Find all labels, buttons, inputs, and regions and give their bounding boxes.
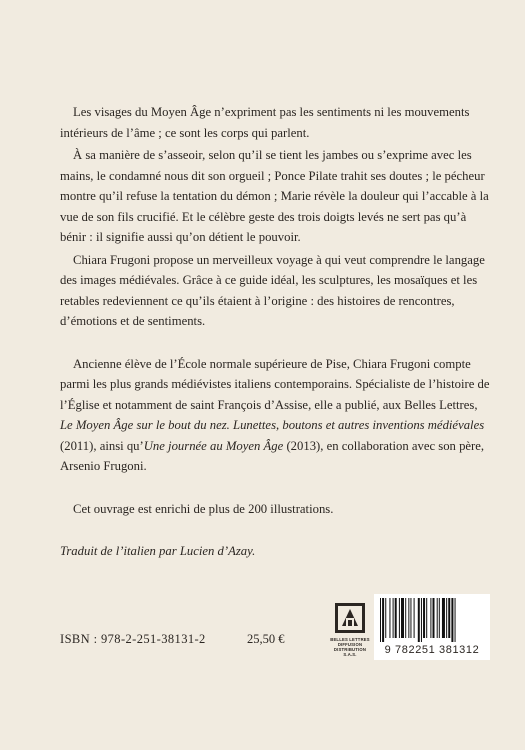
- barcode-icon: [380, 598, 484, 642]
- book-title-1: Le Moyen Âge sur le bout du nez. Lunettes, boutons et autres inventions médiévales: [60, 418, 485, 432]
- barcode: [374, 594, 490, 660]
- back-cover-footer: [60, 624, 490, 674]
- price: 25,50 €: [247, 632, 285, 646]
- isbn: ISBN : 978-2-251-38131-2: [60, 632, 206, 646]
- author-bio-text-1: Ancienne élève de l’École normale supérieure de Pise, Chiara Frugoni compte parmi les plus grands médiévistes italiens contemporains. Spécialiste de l’histoire de l’Église et notamment de saint François d’Assise, elle a publié, aux Belles Lettres,: [60, 356, 490, 412]
- description-paragraph-1: Les visages du Moyen Âge n’expriment pas les sentiments ni les mouvements intérieurs de l’âme ; ce sont les corps qui parlent.: [60, 105, 470, 140]
- back-cover-text: [60, 102, 490, 562]
- publisher-logo: [330, 602, 370, 662]
- translator-credit: Traduit de l’italien par Lucien d’Azay.: [60, 544, 256, 558]
- publisher-name: [330, 637, 370, 657]
- author-bio: [60, 354, 490, 477]
- barcode-digits: 9 782251 381312: [384, 644, 480, 656]
- illustrations-note: Cet ouvrage est enrichi de plus de 200 illustrations.: [73, 501, 334, 516]
- publisher-line-4: S.A.S.: [343, 652, 357, 657]
- book-title-2: Une journée au Moyen Âge: [143, 438, 284, 453]
- publisher-line-2: DIFFUSION: [337, 642, 363, 647]
- publisher-logo-icon: [334, 602, 366, 634]
- publisher-line-1: BELLES LETTRES: [330, 637, 370, 642]
- author-bio-text-3: (2013), en collaboration avec son père, Arsenio Frugoni.: [60, 438, 485, 473]
- author-bio-text-2: (2011), ainsi qu’: [60, 438, 144, 453]
- description-paragraph-3: Chiara Frugoni propose un merveilleux voyage à qui veut comprendre le langage des images médiévales. Grâce à ce guide idéal, les sculptures, les mosaïques et les retables redeviennent ce qu’ils étaient à l’origine : des histoires de rencontres, d’émotions et de sentiments.: [60, 252, 485, 328]
- description-paragraph-2: À sa manière de s’asseoir, selon qu’il se tient les jambes ou s’exprime avec les mains, le condamné nous dit son orgueil ; Ponce Pilate trahit ses doutes ; le pécheur montre qu’il refuse la tentation du démon ; Marie révèle la douleur qui l’accable à la vue de son fils crucifié. Et le célèbre geste des trois doigts levés ne sert pas qu’à bénir : il signifie aussi qu’on détient le pouvoir.: [60, 148, 489, 244]
- publisher-line-3: DISTRIBUTION: [333, 647, 367, 652]
